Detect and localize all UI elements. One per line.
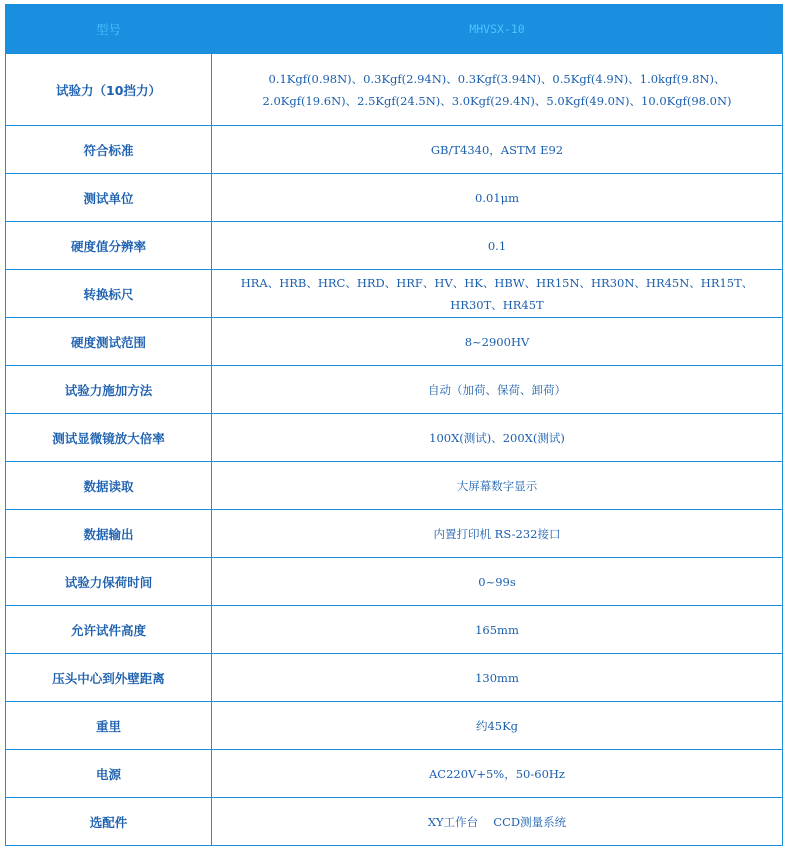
table-row (6, 462, 783, 510)
table-row (6, 126, 783, 174)
table-row (6, 222, 783, 270)
row-label: 硬度测试范围 (6, 318, 212, 366)
row-value: 大屏幕数字显示 (212, 462, 783, 510)
table-row (6, 558, 783, 606)
row-value: 0~99s (212, 558, 783, 606)
row-value: 0.01μm (212, 174, 783, 222)
table-row (6, 414, 783, 462)
row-label: 测试单位 (6, 174, 212, 222)
table-row (6, 750, 783, 798)
row-value-line-2: 2.0Kgf(19.6N)、2.5Kgf(24.5N)、3.0Kgf(29.4N)、5.0Kgf(49.0N)、10.0Kgf(98.0N) (262, 93, 732, 108)
row-value: 165mm (212, 606, 783, 654)
row-value: 自动（加荷、保荷、卸荷） (212, 366, 783, 414)
row-value: AC220V+5%，50-60Hz (212, 750, 783, 798)
row-label: 重里 (6, 702, 212, 750)
row-label: 转换标尺 (6, 270, 212, 318)
row-label: 电源 (6, 750, 212, 798)
row-value: GB/T4340，ASTM E92 (212, 126, 783, 174)
header-model-value: MHVSX-10 (212, 5, 783, 54)
row-value: 130mm (212, 654, 783, 702)
row-label: 硬度值分辨率 (6, 222, 212, 270)
row-value (212, 54, 783, 126)
row-value: 8~2900HV (212, 318, 783, 366)
table-row (6, 318, 783, 366)
table-row (6, 654, 783, 702)
row-label: 试验力保荷时间 (6, 558, 212, 606)
row-label: 测试显微镜放大倍率 (6, 414, 212, 462)
row-value: 内置打印机 RS-232接口 (212, 510, 783, 558)
row-value: XY工作台 CCD测量系统 (212, 798, 783, 846)
table-row (6, 270, 783, 318)
row-label: 符合标准 (6, 126, 212, 174)
row-label: 压头中心到外壁距离 (6, 654, 212, 702)
table-row-test-force (6, 54, 783, 126)
row-value: 100X(测试)、200X(测试) (212, 414, 783, 462)
spec-table (5, 4, 783, 846)
row-value: HRA、HRB、HRC、HRD、HRF、HV、HK、HBW、HR15N、HR30N、HR45N、HR15T、HR30T、HR45T (212, 270, 783, 318)
header-label: 型号 (6, 5, 212, 54)
row-value: 约45Kg (212, 702, 783, 750)
header-row (6, 5, 783, 54)
row-label: 允许试件高度 (6, 606, 212, 654)
row-label: 数据输出 (6, 510, 212, 558)
table-row (6, 606, 783, 654)
table-row (6, 510, 783, 558)
row-value: 0.1 (212, 222, 783, 270)
row-value-line-1: 0.1Kgf(0.98N)、0.3Kgf(2.94N)、0.3Kgf(3.94N)、0.5Kgf(4.9N)、1.0kgf(9.8N)、 (268, 71, 726, 86)
row-label: 数据读取 (6, 462, 212, 510)
row-label: 试验力施加方法 (6, 366, 212, 414)
table-row (6, 798, 783, 846)
row-label: 选配件 (6, 798, 212, 846)
table-row (6, 174, 783, 222)
row-label: 试验力（10挡力） (6, 54, 212, 126)
table-row (6, 702, 783, 750)
table-row (6, 366, 783, 414)
